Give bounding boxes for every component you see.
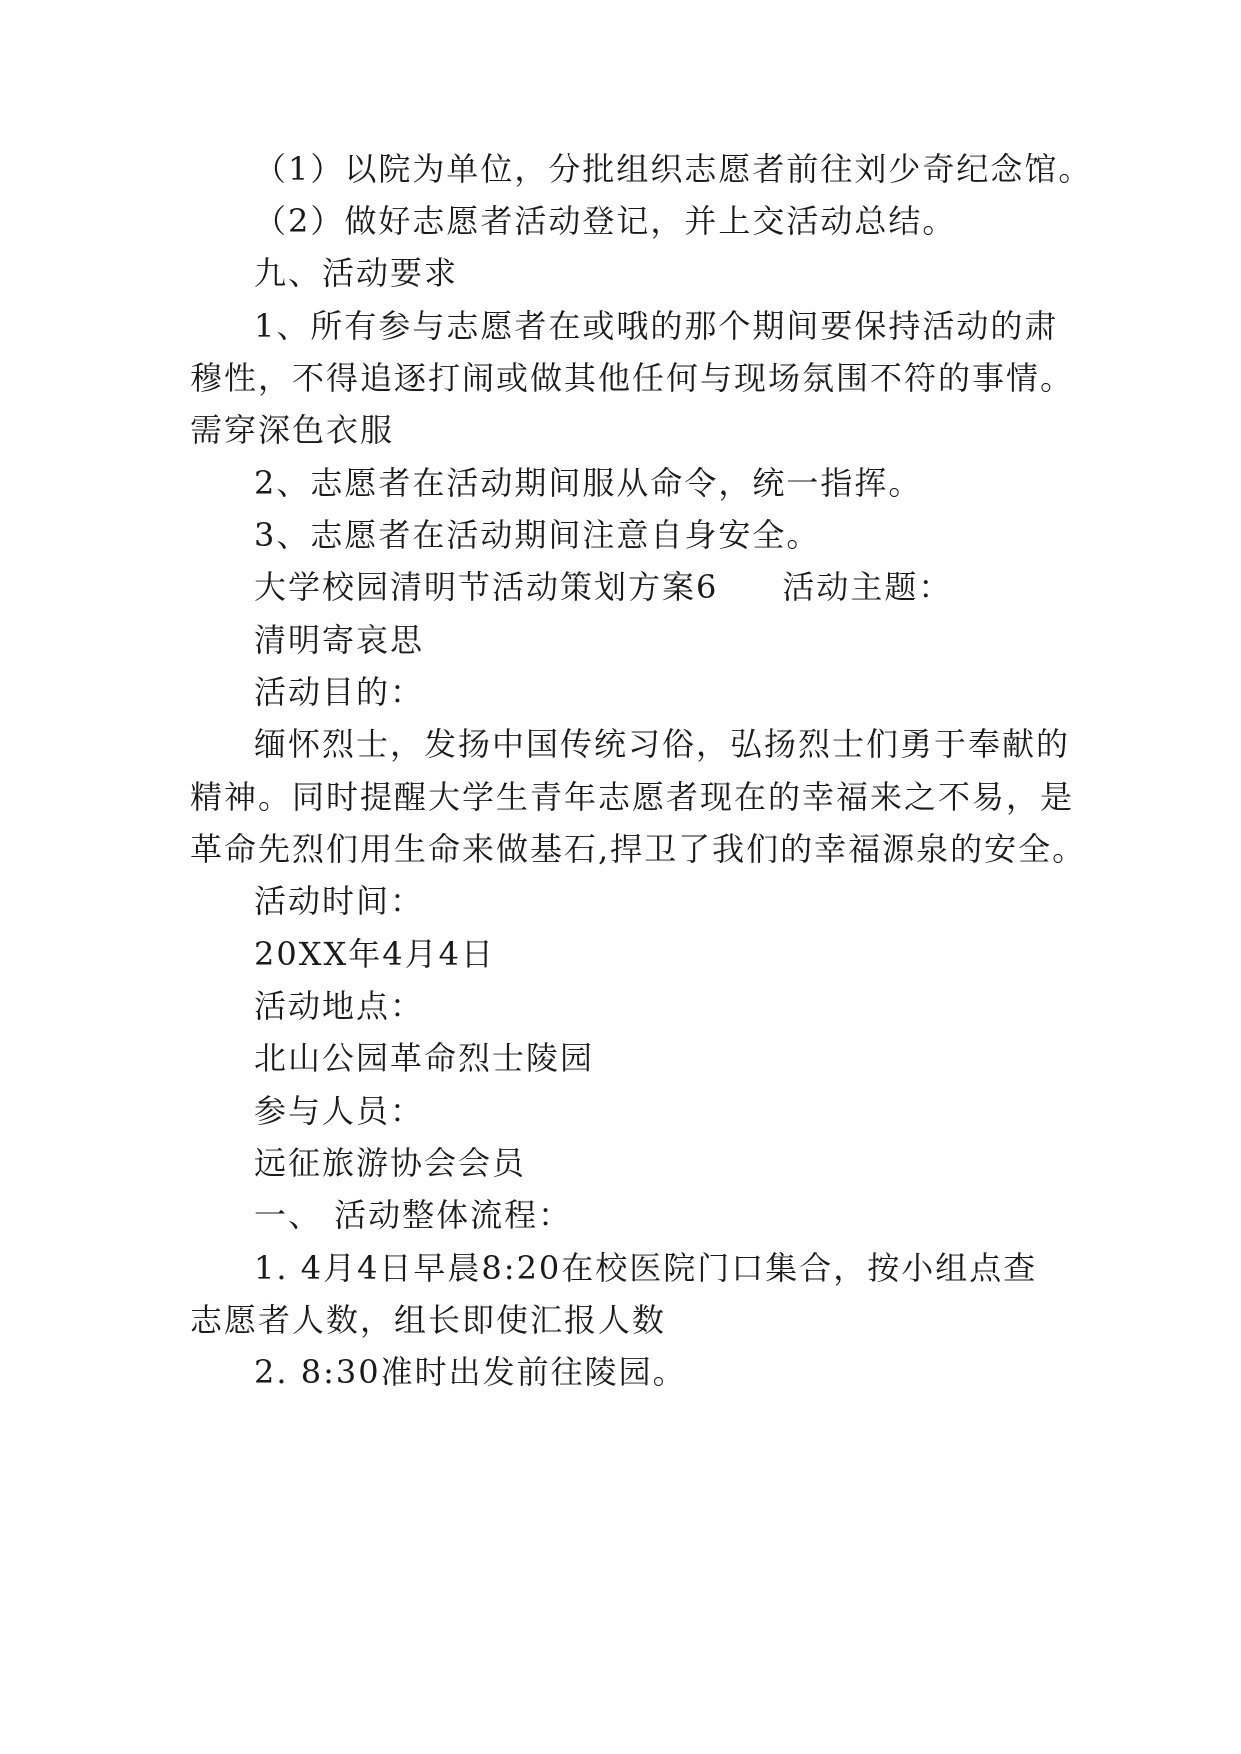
field-label: 活动地点： [254,987,425,1025]
text-line: 1. 4月4日早晨8:20在校医院门口集合，按小组点查 [254,1249,1038,1287]
text-line: 清明寄哀思 [254,621,425,659]
text-line: 3、志愿者在活动期间注意自身安全。 [254,516,821,554]
text-line: （1）以院为单位，分批组织志愿者前往刘少奇纪念馆。 [254,150,1093,188]
text-line: 需穿深色衣服 [190,411,395,449]
text-line [0,558,1241,616]
text-line: （2）做好志愿者活动登记，并上交活动总结。 [254,202,957,240]
text-line: 穆性，不得追逐打闹或做其他任何与现场氛围不符的事情。 [190,359,1075,397]
text-line: 2、志愿者在活动期间服从命令，统一指挥。 [254,464,923,502]
text-line: 北山公园革命烈士陵园 [254,1039,595,1077]
text-line: 2. 8:30准时出发前往陵园。 [254,1353,687,1391]
text-line: 精神。同时提醒大学生青年志愿者现在的幸福来之不易，是 [190,778,1075,816]
section-heading: 一、 活动整体流程： [254,1196,573,1234]
text-line: 1、所有参与志愿者在或哦的那个期间要保持活动的肃 [254,307,1059,345]
field-label: 参与人员： [254,1092,425,1130]
field-label: 活动目的： [254,673,425,711]
field-label: 活动时间： [254,882,425,920]
text-line: 革命先烈们用生命来做基石,捍卫了我们的幸福源泉的安全。 [190,830,1087,868]
text-line: 远征旅游协会会员 [254,1144,527,1182]
section-heading: 九、活动要求 [254,254,459,292]
text-line: 20XX年4月4日 [254,935,496,973]
text-line: 缅怀烈士，发扬中国传统习俗，弘扬烈士们勇于奉献的 [254,725,1071,763]
text-line: 志愿者人数，组长即使汇报人数 [190,1301,667,1339]
document-title: 大学校园清明节活动策划方案6 [254,568,719,606]
field-label: 活动主题： [782,568,953,606]
